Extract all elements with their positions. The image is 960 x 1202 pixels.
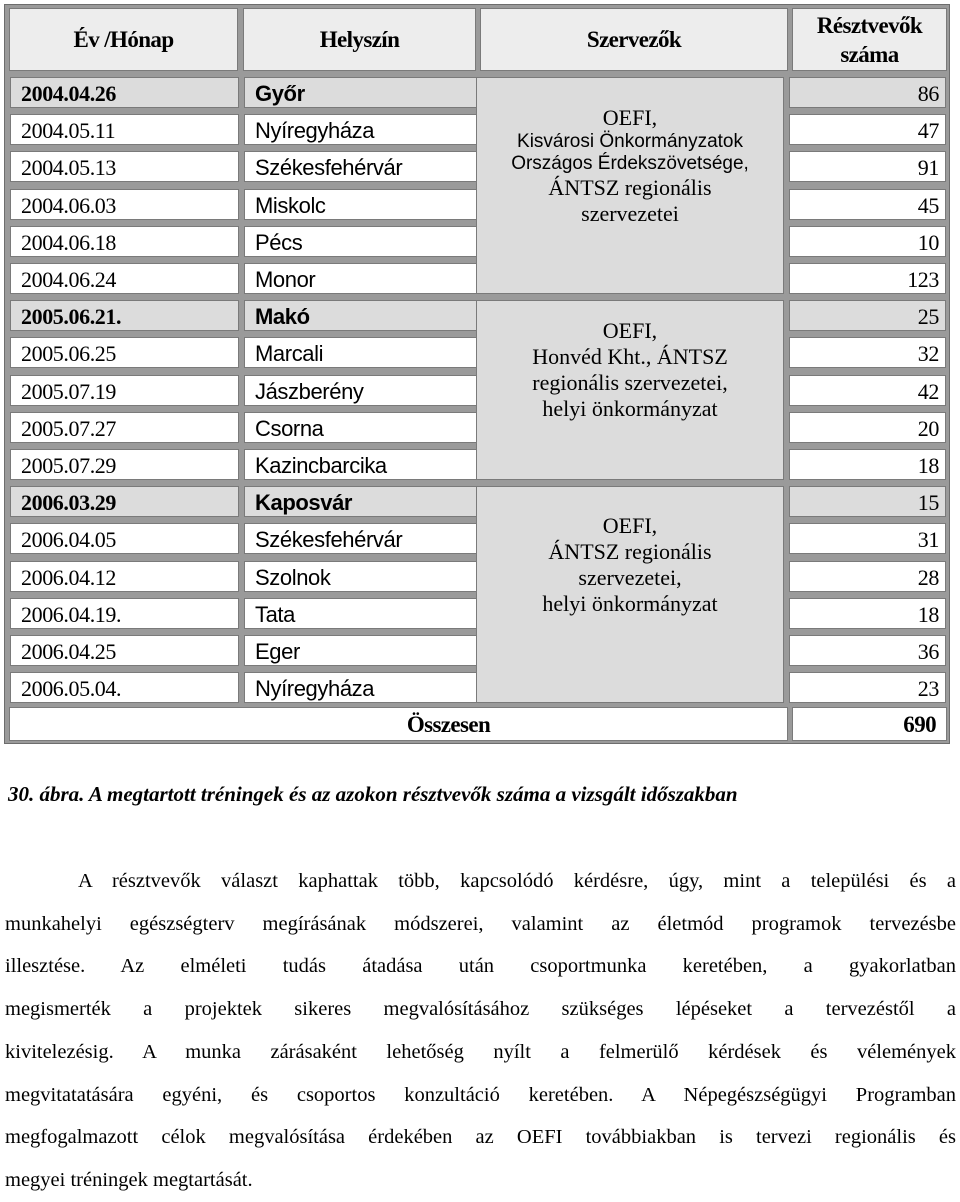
row-place: Kazincbarcika (244, 449, 477, 480)
header-participants (792, 8, 947, 71)
row-date: 2006.05.04. (10, 672, 239, 703)
row-date: 2006.04.05 (10, 523, 239, 554)
row-date: 2006.03.29 (10, 486, 239, 517)
header-participants-line1: Résztvevők (816, 12, 923, 38)
row-date: 2004.05.13 (10, 151, 239, 182)
row-date: 2005.07.19 (10, 375, 239, 406)
row-count: 91 (789, 151, 946, 182)
paragraph-line: megismerték a projektek sikeres megvalósításához szükséges lépéseket a tervezéstől a (5, 998, 956, 1021)
row-place: Nyíregyháza (244, 672, 477, 703)
row-place: Pécs (244, 226, 477, 257)
row-count: 36 (789, 635, 946, 666)
row-place: Székesfehérvár (244, 523, 477, 554)
row-date: 2005.06.25 (10, 337, 239, 368)
row-count: 32 (789, 337, 946, 368)
organizer-line: Kisvárosi Önkormányzatok (517, 130, 743, 152)
organizer-line: szervezetei (581, 200, 679, 226)
organizer-line: OEFI, (602, 512, 658, 538)
paragraph-line: megvitatatására egyéni, és csoportos konzultáció keretében. A Népegészségügyi Programban (5, 1083, 956, 1106)
organizer-line: Honvéd Kht., ÁNTSZ (532, 344, 728, 369)
row-date: 2005.06.21. (10, 300, 239, 331)
header-participants-line2: száma (840, 41, 899, 67)
row-count: 25 (789, 300, 946, 331)
row-count: 15 (789, 486, 946, 517)
row-place: Szolnok (244, 561, 477, 592)
row-date: 2004.04.26 (10, 77, 239, 108)
row-date: 2005.07.29 (10, 449, 239, 480)
paragraph-line: megfogalmazott célok megvalósítása érdekében az OEFI továbbiakban is tervezi regionális és (5, 1126, 956, 1149)
row-place: Győr (244, 77, 477, 108)
row-count: 31 (789, 523, 946, 554)
organizer-line: Országos Érdekszövetsége, (511, 152, 749, 174)
row-count: 18 (789, 449, 946, 480)
row-place: Miskolc (244, 189, 477, 220)
row-place: Monor (244, 263, 477, 294)
row-count: 10 (789, 226, 946, 257)
row-place: Kaposvár (244, 486, 477, 517)
row-date: 2004.05.11 (10, 114, 239, 145)
organizer-line: szervezetei, (578, 564, 682, 590)
organizer-line: ÁNTSZ regionális (548, 174, 712, 200)
organizer-block (476, 300, 784, 480)
row-place: Makó (244, 300, 477, 331)
total-label: Összesen (9, 707, 788, 741)
organizer-line: helyi önkormányzat (542, 590, 718, 616)
body-paragraph (5, 860, 956, 1202)
row-count: 20 (789, 412, 946, 443)
paragraph-line: megyei tréningek megtartását. (5, 1168, 253, 1191)
row-place: Tata (244, 598, 477, 629)
organizer-block (476, 77, 784, 294)
header-place: Helyszín (243, 8, 476, 71)
paragraph-line: illesztése. Az elméleti tudás átadása után csoportmunka keretében, a gyakorlatban (5, 955, 956, 978)
row-count: 42 (789, 375, 946, 406)
paragraph-line: kivitelezésig. A munka zárásaként lehetőség nyílt a felmerülő kérdések és vélemények (5, 1040, 956, 1063)
row-place: Székesfehérvár (244, 151, 477, 182)
row-count: 123 (789, 263, 946, 294)
organizer-line: OEFI, (602, 318, 658, 343)
row-count: 28 (789, 561, 946, 592)
row-date: 2006.04.19. (10, 598, 239, 629)
row-date: 2005.07.27 (10, 412, 239, 443)
organizer-block (476, 486, 784, 703)
row-date: 2004.06.03 (10, 189, 239, 220)
row-count: 47 (789, 114, 946, 145)
row-count: 18 (789, 598, 946, 629)
row-date: 2006.04.12 (10, 561, 239, 592)
header-organizers: Szervezők (480, 8, 788, 71)
organizer-line: helyi önkormányzat (542, 396, 718, 421)
row-place: Csorna (244, 412, 477, 443)
paragraph-line: A résztvevők választ kaphattak több, kapcsolódó kérdésre, úgy, mint a települési és a (78, 870, 956, 892)
row-count: 45 (789, 189, 946, 220)
row-place: Marcali (244, 337, 477, 368)
row-count: 23 (789, 672, 946, 703)
paragraph-line: munkahelyi egészségterv megírásának módszerei, valamint az életmód programok tervezésbe (5, 912, 956, 935)
row-date: 2004.06.18 (10, 226, 239, 257)
row-place: Jászberény (244, 375, 477, 406)
total-value: 690 (792, 707, 947, 741)
row-place: Nyíregyháza (244, 114, 477, 145)
organizer-line: ÁNTSZ regionális (548, 538, 712, 564)
figure-caption: 30. ábra. A megtartott tréningek és az azokon résztvevők száma a vizsgált időszakban (8, 782, 738, 806)
row-date: 2006.04.25 (10, 635, 239, 666)
row-place: Eger (244, 635, 477, 666)
row-date: 2004.06.24 (10, 263, 239, 294)
organizer-line: regionális szervezetei, (532, 370, 728, 395)
organizer-line: OEFI, (602, 104, 658, 130)
row-count: 86 (789, 77, 946, 108)
header-date: Év /Hónap (9, 8, 238, 71)
